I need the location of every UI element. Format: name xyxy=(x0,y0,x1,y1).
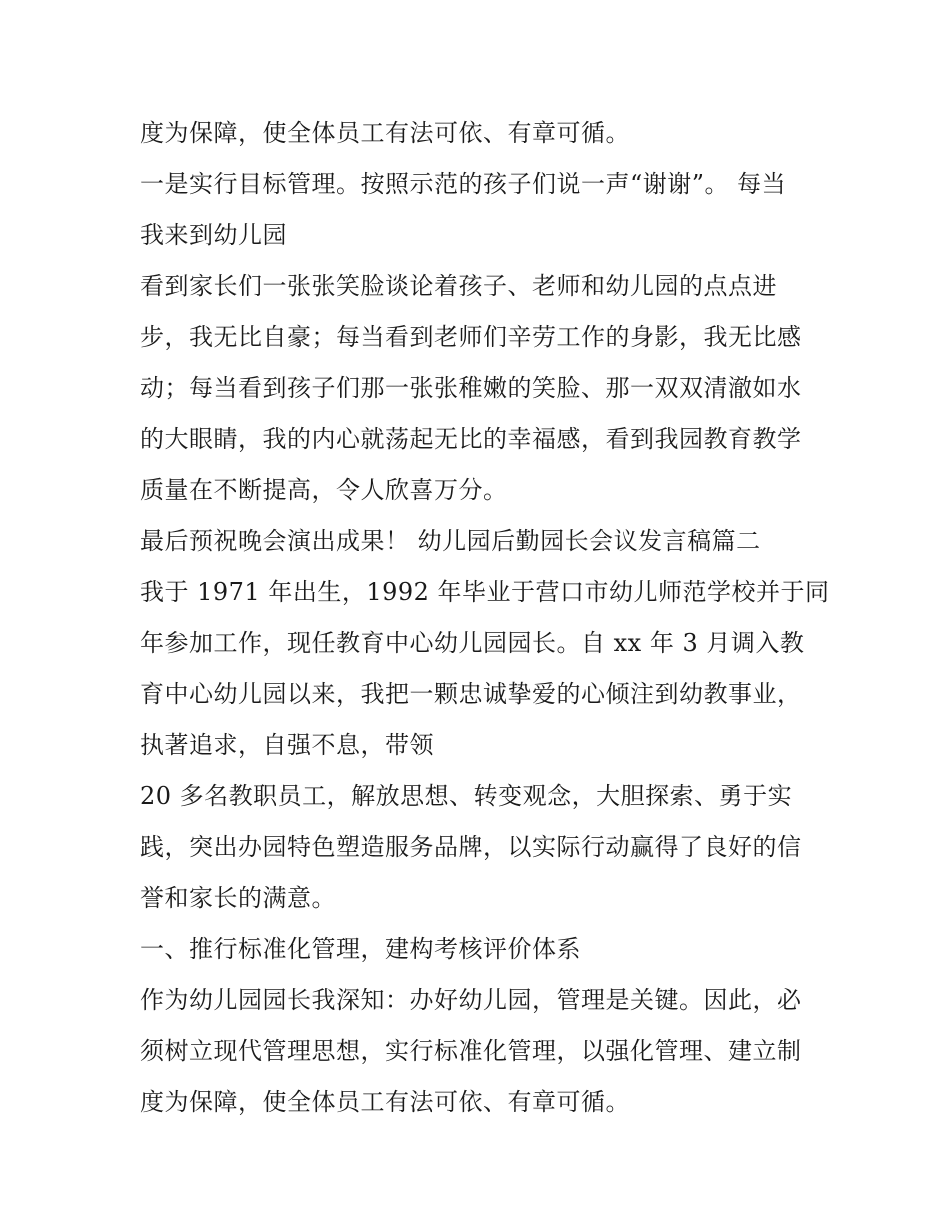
text-line: 步，我无比自豪；每当看到老师们辛劳工作的身影，我无比感 xyxy=(140,323,802,351)
text-line: 须树立现代管理思想，实行标准化管理，以强化管理、建立制 xyxy=(140,1037,802,1065)
text-line: 我于 1971 年出生，1992 年毕业于营口市幼儿师范学校并于同 xyxy=(140,578,830,606)
section-heading: 一、推行标准化管理，建构考核评价体系 xyxy=(140,935,581,963)
text-line: 践，突出办园特色塑造服务品牌，以实际行动赢得了良好的信 xyxy=(140,833,802,861)
text-line: 动；每当看到孩子们那一张张稚嫩的笑脸、那一双双清澈如水 xyxy=(140,374,802,402)
text-line: 一是实行目标管理。按照示范的孩子们说一声“谢谢”。 每当 xyxy=(140,170,787,198)
text-line: 度为保障，使全体员工有法可依、有章可循。 xyxy=(140,119,630,147)
text-line: 度为保障，使全体员工有法可依、有章可循。 xyxy=(140,1088,630,1116)
text-line: 看到家长们一张张笑脸谈论着孩子、老师和幼儿园的点点进 xyxy=(140,272,777,300)
text-line: 20 多名教职员工，解放思想、转变观念，大胆探索、勇于实 xyxy=(140,782,793,810)
text-line: 的大眼睛，我的内心就荡起无比的幸福感，看到我园教育教学 xyxy=(140,425,802,453)
text-line: 育中心幼儿园以来，我把一颗忠诚挚爱的心倾注到幼教事业， xyxy=(140,680,802,708)
text-line: 执著追求，自强不息，带领 xyxy=(140,731,434,759)
body-text xyxy=(140,108,830,1128)
text-line: 质量在不断提高，令人欣喜万分。 xyxy=(140,476,508,504)
text-line: 我来到幼儿园 xyxy=(140,221,287,249)
text-line: 誉和家长的满意。 xyxy=(140,884,336,912)
text-line: 作为幼儿园园长我深知：办好幼儿园，管理是关键。因此，必 xyxy=(140,986,802,1014)
text-line: 年参加工作，现任教育中心幼儿园园长。自 xx 年 3 月调入教 xyxy=(140,629,805,657)
text-line: 最后预祝晚会演出成果！ 幼儿园后勤园长会议发言稿篇二 xyxy=(140,527,761,555)
